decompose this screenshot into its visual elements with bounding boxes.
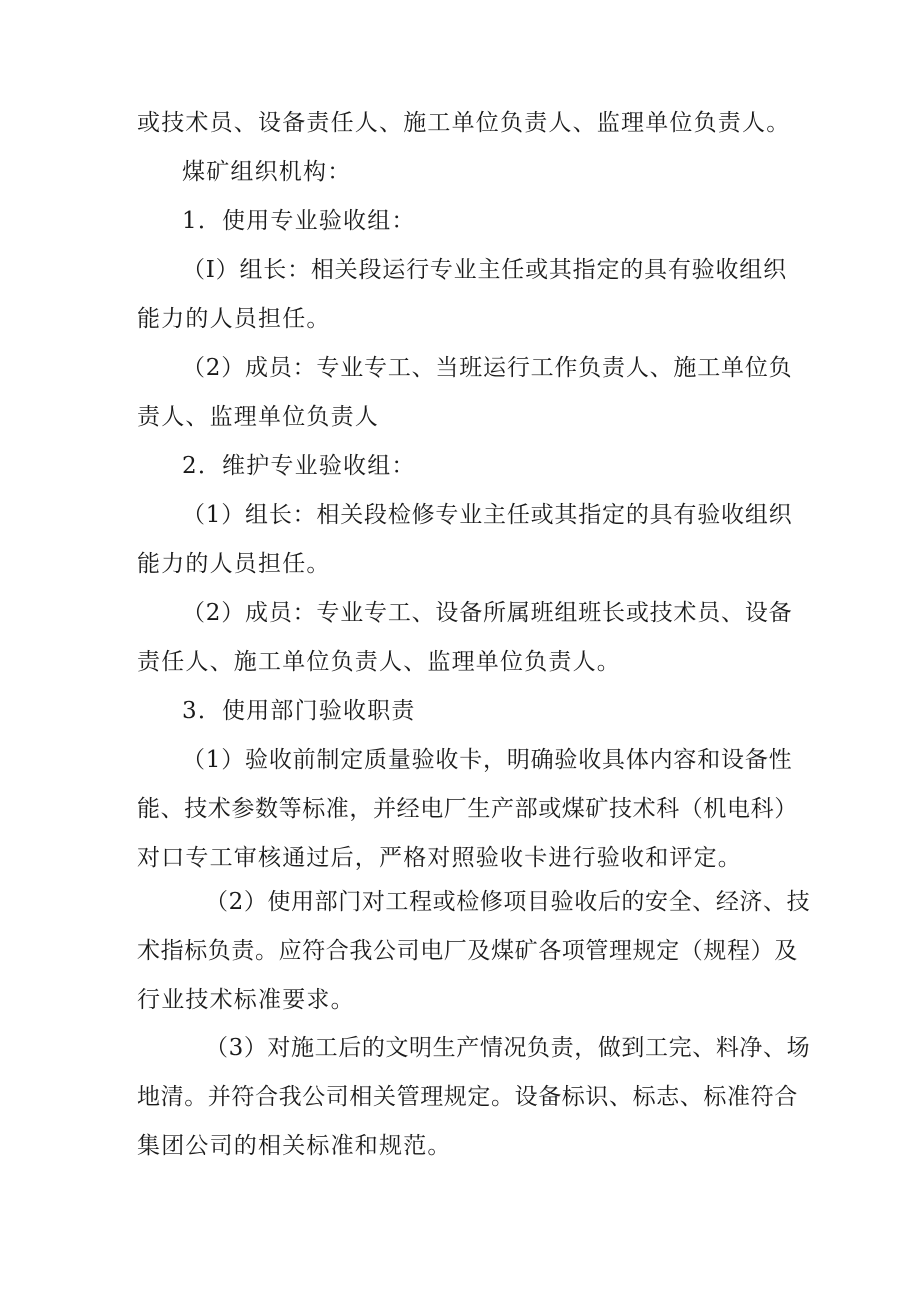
text-line: （1）验收前制定质量验收卡，明确验收具体内容和设备性 (182, 747, 793, 773)
section-heading: 煤矿组织机构： (182, 159, 352, 185)
text-line: 或技术员、设备责任人、施工单位负责人、监理单位负责人。 (137, 110, 791, 136)
subsection-heading: 1．使用专业验收组： (182, 208, 416, 234)
text-line: （2）成员：专业专工、设备所属班组班长或技术员、设备 (182, 600, 793, 626)
text-line: 能力的人员担任。 (137, 306, 331, 332)
text-line: 责人、监理单位负责人 (137, 404, 379, 430)
text-line: （1）组长：相关段检修专业主任或其指定的具有验收组织 (182, 502, 793, 528)
text-line: 责任人、施工单位负责人、监理单位负责人。 (137, 649, 621, 675)
text-line: （I）组长：相关段运行专业主任或其指定的具有验收组织 (182, 257, 787, 283)
subsection-heading: 3．使用部门验收职责 (182, 698, 416, 724)
text-line: 能力的人员担任。 (137, 551, 331, 577)
text-line: （2）成员：专业专工、当班运行工作负责人、施工单位负 (182, 355, 793, 381)
subsection-heading: 2．维护专业验收组： (182, 453, 416, 479)
text-line: 地清。并符合我公司相关管理规定。设备标识、标志、标准符合 (137, 1084, 798, 1110)
text-line: 行业技术标准要求。 (137, 987, 355, 1013)
text-line: （3）对施工后的文明生产情况负责，做到工完、料净、场 (205, 1035, 811, 1061)
text-line: （2）使用部门对工程或检修项目验收后的安全、经济、技 (205, 889, 811, 915)
text-line: 集团公司的相关标准和规范。 (137, 1133, 452, 1159)
text-line: 术指标负责。应符合我公司电厂及煤矿各项管理规定（规程）及 (137, 938, 798, 964)
text-line: 能、技术参数等标准，并经电厂生产部或煤矿技术科（机电科） (137, 796, 798, 822)
text-line: 对口专工审核通过后，严格对照验收卡进行验收和评定。 (137, 845, 742, 871)
